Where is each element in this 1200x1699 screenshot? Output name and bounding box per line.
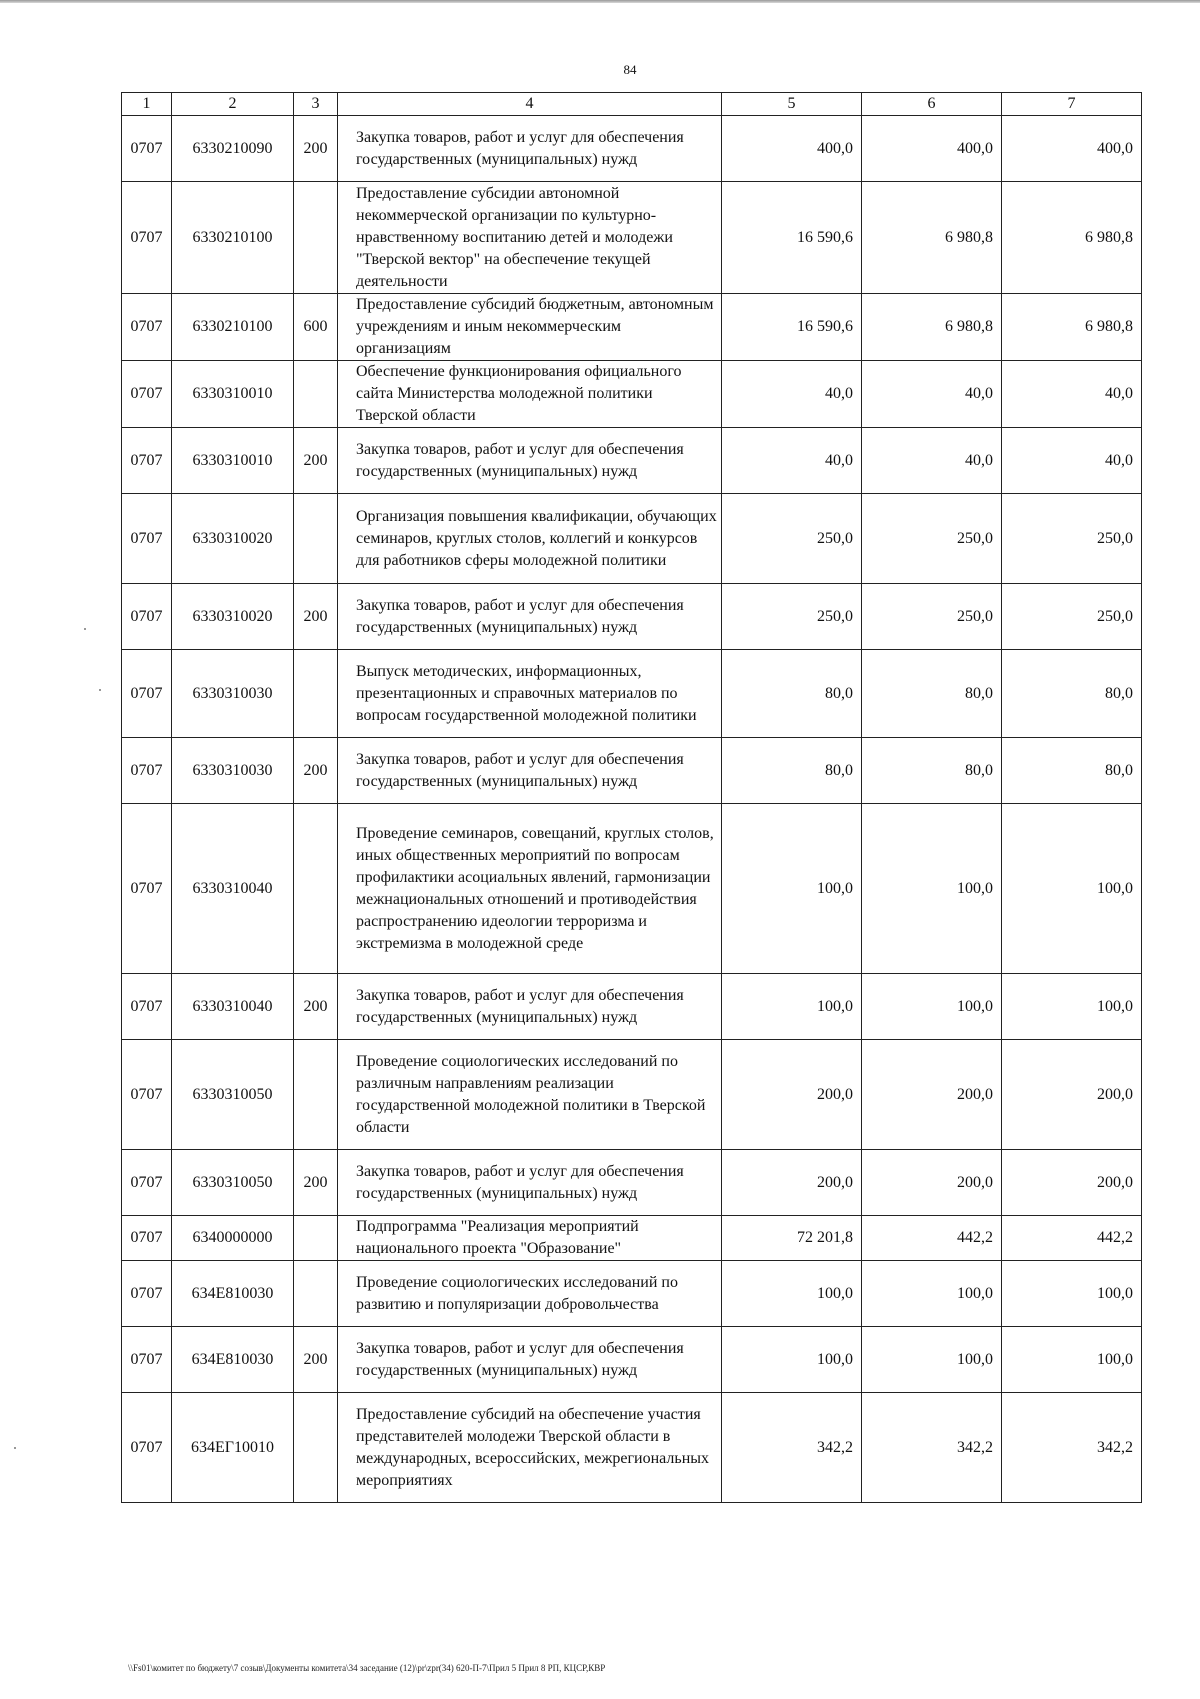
amount-col5-cell: 40,0 [722, 428, 862, 494]
amount-col5-cell: 342,2 [722, 1393, 862, 1503]
section-code-cell: 0707 [122, 650, 172, 738]
table-row [122, 1150, 1142, 1216]
description-cell: Организация повышения квалификации, обучающих семинаров, круглых столов, коллегий и конкурсов для работников сферы молодежной политики [338, 494, 722, 584]
expense-type-cell [294, 1040, 338, 1150]
column-header: 6 [862, 93, 1002, 116]
amount-col5-cell: 80,0 [722, 650, 862, 738]
table-row [122, 116, 1142, 182]
target-article-cell: 6330210100 [172, 182, 294, 294]
table-header-row [122, 93, 1142, 116]
amount-col7-cell: 442,2 [1002, 1216, 1142, 1261]
expense-type-cell [294, 1393, 338, 1503]
description-cell: Закупка товаров, работ и услуг для обеспечения государственных (муниципальных) нужд [338, 1327, 722, 1393]
scan-edge [0, 0, 1200, 3]
section-code-cell: 0707 [122, 182, 172, 294]
expense-type-cell [294, 1216, 338, 1261]
amount-col7-cell: 6 980,8 [1002, 182, 1142, 294]
amount-col5-cell: 250,0 [722, 494, 862, 584]
amount-col6-cell: 250,0 [862, 584, 1002, 650]
table-row [122, 1216, 1142, 1261]
description-cell: Закупка товаров, работ и услуг для обеспечения государственных (муниципальных) нужд [338, 974, 722, 1040]
target-article-cell: 634E810030 [172, 1261, 294, 1327]
amount-col6-cell: 6 980,8 [862, 294, 1002, 361]
amount-col7-cell: 80,0 [1002, 650, 1142, 738]
scan-speck [84, 628, 86, 630]
section-code-cell: 0707 [122, 1040, 172, 1150]
amount-col6-cell: 200,0 [862, 1150, 1002, 1216]
section-code-cell: 0707 [122, 584, 172, 650]
description-cell: Проведение социологических исследований по различным направлениям реализации государственной молодежной политики в Тверской области [338, 1040, 722, 1150]
scan-speck [99, 689, 101, 691]
amount-col5-cell: 100,0 [722, 804, 862, 974]
amount-col6-cell: 80,0 [862, 738, 1002, 804]
description-cell: Закупка товаров, работ и услуг для обеспечения государственных (муниципальных) нужд [338, 116, 722, 182]
expense-type-cell: 200 [294, 116, 338, 182]
description-cell: Подпрограмма "Реализация мероприятий национального проекта "Образование" [338, 1216, 722, 1261]
amount-col7-cell: 100,0 [1002, 1327, 1142, 1393]
amount-col5-cell: 16 590,6 [722, 294, 862, 361]
target-article-cell: 634EГ10010 [172, 1393, 294, 1503]
expense-type-cell [294, 804, 338, 974]
table-row [122, 182, 1142, 294]
table-row [122, 1040, 1142, 1150]
column-header: 2 [172, 93, 294, 116]
amount-col7-cell: 200,0 [1002, 1040, 1142, 1150]
footer-file-path: \\Fs01\комитет по бюджету\7 созыв\Документы комитета\34 заседание (12)\pr\zpr(34) 620-П-7\Прил 5 Прил 8 РП, КЦСР,КВР [128, 1663, 606, 1673]
amount-col7-cell: 250,0 [1002, 494, 1142, 584]
amount-col5-cell: 40,0 [722, 361, 862, 428]
target-article-cell: 6330310010 [172, 428, 294, 494]
section-code-cell: 0707 [122, 974, 172, 1040]
amount-col7-cell: 100,0 [1002, 974, 1142, 1040]
amount-col5-cell: 100,0 [722, 974, 862, 1040]
amount-col5-cell: 72 201,8 [722, 1216, 862, 1261]
amount-col6-cell: 100,0 [862, 1261, 1002, 1327]
expense-type-cell [294, 1261, 338, 1327]
target-article-cell: 6330310020 [172, 584, 294, 650]
amount-col7-cell: 250,0 [1002, 584, 1142, 650]
description-cell: Проведение семинаров, совещаний, круглых столов, иных общественных мероприятий по вопросам профилактики асоциальных явлений, гармонизации межнациональных отношений и противодействия распространению идеологии терроризма и экстремизма в молодежной среде [338, 804, 722, 974]
description-cell: Предоставление субсидии автономной некоммерческой организации по культурно-нравственному воспитанию детей и молодежи "Тверской вектор" на обеспечение текущей деятельности [338, 182, 722, 294]
amount-col6-cell: 40,0 [862, 361, 1002, 428]
column-header: 1 [122, 93, 172, 116]
amount-col7-cell: 342,2 [1002, 1393, 1142, 1503]
target-article-cell: 6330310050 [172, 1150, 294, 1216]
table-row [122, 584, 1142, 650]
section-code-cell: 0707 [122, 1393, 172, 1503]
amount-col5-cell: 80,0 [722, 738, 862, 804]
section-code-cell: 0707 [122, 294, 172, 361]
table-row [122, 650, 1142, 738]
target-article-cell: 6330310040 [172, 804, 294, 974]
amount-col5-cell: 16 590,6 [722, 182, 862, 294]
description-cell: Закупка товаров, работ и услуг для обеспечения государственных (муниципальных) нужд [338, 584, 722, 650]
target-article-cell: 6330310040 [172, 974, 294, 1040]
description-cell: Выпуск методических, информационных, презентационных и справочных материалов по вопросам государственной молодежной политики [338, 650, 722, 738]
target-article-cell: 6330310020 [172, 494, 294, 584]
amount-col7-cell: 40,0 [1002, 428, 1142, 494]
column-header: 7 [1002, 93, 1142, 116]
amount-col5-cell: 100,0 [722, 1327, 862, 1393]
target-article-cell: 634E810030 [172, 1327, 294, 1393]
target-article-cell: 6340000000 [172, 1216, 294, 1261]
description-cell: Закупка товаров, работ и услуг для обеспечения государственных (муниципальных) нужд [338, 738, 722, 804]
amount-col6-cell: 400,0 [862, 116, 1002, 182]
section-code-cell: 0707 [122, 1327, 172, 1393]
section-code-cell: 0707 [122, 1216, 172, 1261]
table-row [122, 294, 1142, 361]
expense-type-cell [294, 650, 338, 738]
column-header: 3 [294, 93, 338, 116]
amount-col6-cell: 80,0 [862, 650, 1002, 738]
amount-col6-cell: 250,0 [862, 494, 1002, 584]
amount-col7-cell: 100,0 [1002, 804, 1142, 974]
description-cell: Закупка товаров, работ и услуг для обеспечения государственных (муниципальных) нужд [338, 1150, 722, 1216]
description-cell: Проведение социологических исследований по развитию и популяризации добровольчества [338, 1261, 722, 1327]
target-article-cell: 6330210090 [172, 116, 294, 182]
amount-col5-cell: 250,0 [722, 584, 862, 650]
target-article-cell: 6330310050 [172, 1040, 294, 1150]
section-code-cell: 0707 [122, 738, 172, 804]
expense-type-cell: 200 [294, 738, 338, 804]
table-row [122, 1393, 1142, 1503]
amount-col6-cell: 6 980,8 [862, 182, 1002, 294]
amount-col6-cell: 200,0 [862, 1040, 1002, 1150]
expense-type-cell: 200 [294, 428, 338, 494]
description-cell: Предоставление субсидий бюджетным, автономным учреждениям и иным некоммерческим организациям [338, 294, 722, 361]
column-header: 5 [722, 93, 862, 116]
amount-col7-cell: 200,0 [1002, 1150, 1142, 1216]
page-number: 84 [623, 62, 637, 77]
amount-col6-cell: 342,2 [862, 1393, 1002, 1503]
target-article-cell: 6330310030 [172, 650, 294, 738]
amount-col7-cell: 80,0 [1002, 738, 1142, 804]
table-body [122, 116, 1142, 1503]
amount-col5-cell: 100,0 [722, 1261, 862, 1327]
description-cell: Предоставление субсидий на обеспечение участия представителей молодежи Тверской области в международных, всероссийских, межрегиональных мероприятиях [338, 1393, 722, 1503]
target-article-cell: 6330310030 [172, 738, 294, 804]
section-code-cell: 0707 [122, 804, 172, 974]
amount-col7-cell: 400,0 [1002, 116, 1142, 182]
section-code-cell: 0707 [122, 494, 172, 584]
expense-type-cell: 200 [294, 974, 338, 1040]
description-cell: Обеспечение функционирования официального сайта Министерства молодежной политики Тверской области [338, 361, 722, 428]
section-code-cell: 0707 [122, 1150, 172, 1216]
table-row [122, 974, 1142, 1040]
expense-type-cell [294, 361, 338, 428]
amount-col6-cell: 100,0 [862, 974, 1002, 1040]
budget-table [121, 92, 1142, 1503]
table-row [122, 1327, 1142, 1393]
section-code-cell: 0707 [122, 428, 172, 494]
section-code-cell: 0707 [122, 1261, 172, 1327]
table-row [122, 804, 1142, 974]
expense-type-cell: 200 [294, 584, 338, 650]
amount-col5-cell: 200,0 [722, 1040, 862, 1150]
table-row [122, 738, 1142, 804]
amount-col6-cell: 100,0 [862, 804, 1002, 974]
amount-col6-cell: 40,0 [862, 428, 1002, 494]
table-row [122, 1261, 1142, 1327]
expense-type-cell [294, 182, 338, 294]
column-header: 4 [338, 93, 722, 116]
amount-col6-cell: 100,0 [862, 1327, 1002, 1393]
section-code-cell: 0707 [122, 361, 172, 428]
section-code-cell: 0707 [122, 116, 172, 182]
target-article-cell: 6330210100 [172, 294, 294, 361]
expense-type-cell: 600 [294, 294, 338, 361]
expense-type-cell: 200 [294, 1150, 338, 1216]
table-row [122, 428, 1142, 494]
amount-col5-cell: 200,0 [722, 1150, 862, 1216]
table-row [122, 494, 1142, 584]
amount-col5-cell: 400,0 [722, 116, 862, 182]
table-row [122, 361, 1142, 428]
amount-col7-cell: 100,0 [1002, 1261, 1142, 1327]
amount-col6-cell: 442,2 [862, 1216, 1002, 1261]
amount-col7-cell: 6 980,8 [1002, 294, 1142, 361]
expense-type-cell [294, 494, 338, 584]
description-cell: Закупка товаров, работ и услуг для обеспечения государственных (муниципальных) нужд [338, 428, 722, 494]
amount-col7-cell: 40,0 [1002, 361, 1142, 428]
scan-speck [14, 1447, 16, 1449]
target-article-cell: 6330310010 [172, 361, 294, 428]
expense-type-cell: 200 [294, 1327, 338, 1393]
